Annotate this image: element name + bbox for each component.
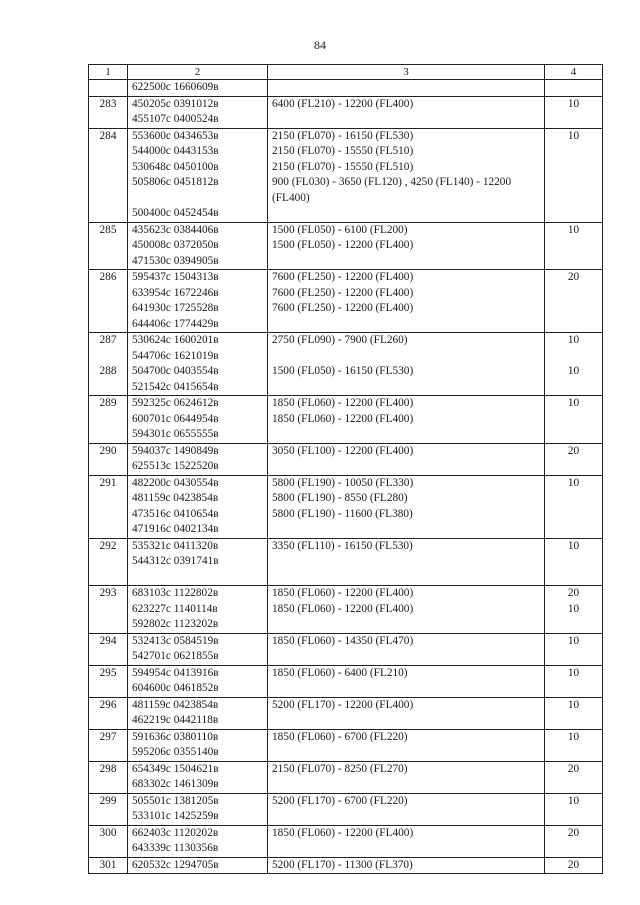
- row-number-cell: [89, 333, 128, 365]
- coordinates-cell: [128, 633, 268, 665]
- row-number-cell: [89, 793, 128, 825]
- levels-cell: [268, 333, 545, 365]
- category-cell: [545, 761, 603, 793]
- coordinate-line: 542701c 0621855в: [132, 650, 219, 662]
- row-number: 300: [99, 826, 117, 839]
- level-range-line: 2750 (FL090) - 7900 (FL260): [272, 334, 408, 346]
- levels-cell: [268, 697, 545, 729]
- row-number-cell: [89, 222, 128, 270]
- row-number: 293: [99, 587, 117, 599]
- row-number: 298: [99, 762, 117, 775]
- category-value: 10: [567, 397, 580, 409]
- table-row: [89, 475, 603, 538]
- category-value: 10: [567, 602, 580, 615]
- row-number-cell: [89, 364, 128, 396]
- row-number: 285: [99, 223, 117, 236]
- row-number: 301: [99, 858, 117, 871]
- row-number: 296: [99, 698, 117, 711]
- row-number: 292: [99, 539, 117, 552]
- column-header-3: 3: [268, 65, 545, 80]
- table-row: [89, 222, 603, 270]
- coordinate-line: 533101c 1425259в: [132, 810, 219, 822]
- coordinate-line: 473516c 0410654в: [132, 507, 219, 520]
- category-cell: [545, 364, 603, 396]
- table-row: [89, 825, 603, 857]
- level-range-line: 1850 (FL060) - 12200 (FL400): [272, 412, 414, 425]
- coordinate-line: 521542c 0415654в: [132, 380, 219, 393]
- category-cell: [545, 475, 603, 538]
- coordinate-line: 535321c 0411320в: [132, 539, 219, 552]
- coordinate-line: 623227c 1140114в: [132, 602, 218, 615]
- table-row: [89, 128, 603, 222]
- row-number: 295: [99, 666, 117, 679]
- coordinate-line: 450205c 0391012в: [132, 97, 219, 110]
- category-value: 10: [567, 223, 580, 236]
- row-number-cell: [89, 475, 128, 538]
- coordinate-line: 532413c 0584519в: [132, 634, 219, 647]
- row-number: 297: [99, 730, 117, 743]
- levels-cell: [268, 270, 545, 333]
- coordinates-cell: [128, 825, 268, 857]
- coordinate-line: 530648c 0450100в: [132, 160, 219, 173]
- category-value: 20: [567, 444, 580, 457]
- coordinates-cell: [128, 270, 268, 333]
- row-number-cell: [89, 857, 128, 874]
- levels-cell: [268, 96, 545, 128]
- category-cell: [545, 825, 603, 857]
- category-value: 10: [567, 334, 580, 346]
- coordinate-line: 591636c 0380110в: [132, 730, 219, 743]
- coordinate-line: 644406c 1774429в: [132, 317, 219, 330]
- coordinate-line: 594301c 0655555в: [132, 428, 219, 440]
- coordinate-line: 683302c 1461309в: [132, 778, 219, 790]
- coordinate-line: 505806c 0451812в: [132, 176, 219, 188]
- table-row: [89, 538, 603, 586]
- row-number: 289: [99, 397, 117, 409]
- table-row-continuation: [89, 80, 603, 97]
- coordinates-cell: [128, 396, 268, 444]
- category-cell: [545, 665, 603, 697]
- category-cell: [545, 633, 603, 665]
- row-number: 283: [99, 97, 117, 110]
- category-value: 10: [567, 97, 580, 110]
- category-cell: [545, 270, 603, 333]
- coordinate-line: 500400c 0452454в: [132, 207, 219, 219]
- level-range-line: 1500 (FL050) - 16150 (FL530): [272, 365, 414, 377]
- category-cell: [545, 396, 603, 444]
- row-number-cell: [89, 443, 128, 475]
- coordinate-line: 633954c 1672246в: [132, 286, 219, 299]
- coordinate-line: 600701c 0644954в: [132, 412, 219, 425]
- category-cell: [545, 697, 603, 729]
- levels-cell: [268, 586, 545, 634]
- level-range-line: 1850 (FL060) - 12200 (FL400): [272, 602, 414, 615]
- row-number-cell: [89, 825, 128, 857]
- coordinates-cell: [128, 538, 268, 586]
- airspace-table: [88, 64, 603, 874]
- coordinate-line: 625513c 1522520в: [132, 460, 219, 472]
- table-row: [89, 857, 603, 874]
- table-row: [89, 270, 603, 333]
- category-cell: [545, 333, 603, 365]
- coordinate-line: 592802c 1123202в: [132, 618, 219, 630]
- coordinate-line: 592325c 0624612в: [132, 397, 219, 409]
- level-range-line: 2150 (FL070) - 15550 (FL510): [272, 145, 414, 157]
- table-body: [89, 80, 603, 874]
- coordinate-line: 654349c 1504621в: [132, 762, 219, 775]
- table-row: [89, 396, 603, 444]
- levels-cell: [268, 729, 545, 761]
- coordinate-line: 471530c 0394905в: [132, 254, 219, 267]
- row-number-cell: [89, 270, 128, 333]
- level-range-line: 1500 (FL050) - 12200 (FL400): [272, 239, 414, 251]
- level-range-line: 1850 (FL060) - 14350 (FL470): [272, 634, 414, 647]
- row-number: 284: [99, 129, 117, 142]
- category-cell: [545, 128, 603, 222]
- coordinates-cell: [128, 128, 268, 222]
- level-range-line: 2150 (FL070) - 8250 (FL270): [272, 762, 408, 775]
- coordinate-line: 450008c 0372050в: [132, 239, 219, 251]
- coordinates-cell: [128, 222, 268, 270]
- coordinates-cell: [128, 857, 268, 874]
- coordinates-cell: [128, 80, 268, 97]
- category-value: 10: [567, 666, 580, 679]
- coordinate-line: 595437c 1504313в: [132, 271, 219, 283]
- coordinate-line: 530624c 1600201в: [132, 334, 219, 346]
- table-row: [89, 665, 603, 697]
- table-row: [89, 96, 603, 128]
- category-cell: [545, 586, 603, 634]
- level-range-line: 1850 (FL060) - 12200 (FL400): [272, 587, 414, 599]
- levels-cell: [268, 475, 545, 538]
- table-row: [89, 633, 603, 665]
- category-value: 10: [567, 365, 580, 377]
- levels-cell: [268, 364, 545, 396]
- column-header-1: 1: [89, 65, 128, 80]
- row-number: 290: [99, 444, 117, 457]
- levels-cell: [268, 396, 545, 444]
- coordinates-cell: [128, 586, 268, 634]
- level-range-line: 6400 (FL210) - 12200 (FL400): [272, 97, 414, 110]
- row-number: 287: [99, 334, 117, 346]
- category-value: 20: [567, 762, 580, 775]
- coordinate-line: 435623c 0384406в: [132, 223, 219, 236]
- coordinate-line: 471916c 0402134в: [132, 523, 219, 535]
- category-cell: [545, 538, 603, 586]
- levels-cell: [268, 825, 545, 857]
- row-number: 286: [99, 271, 117, 283]
- category-value: 10: [567, 539, 580, 552]
- level-range-line: 1500 (FL050) - 6100 (FL200): [272, 223, 408, 236]
- category-value: 20: [567, 587, 580, 599]
- level-range-line: 5800 (FL190) - 11600 (FL380): [272, 507, 413, 520]
- category-cell: [545, 222, 603, 270]
- table-header-row: [89, 65, 603, 80]
- category-value: 10: [567, 129, 580, 142]
- coordinates-cell: [128, 333, 268, 365]
- level-range-line: 7600 (FL250) - 12200 (FL400): [272, 302, 414, 314]
- level-range-line: 7600 (FL250) - 12200 (FL400): [272, 271, 414, 283]
- coordinates-cell: [128, 443, 268, 475]
- coordinate-line: 544312c 0391741в: [132, 555, 219, 567]
- level-range-line: 3050 (FL100) - 12200 (FL400): [272, 444, 414, 457]
- coordinates-cell: [128, 475, 268, 538]
- category-cell: [545, 80, 603, 97]
- levels-cell: [268, 761, 545, 793]
- table-row: [89, 793, 603, 825]
- row-number-cell: [89, 633, 128, 665]
- row-number-cell: [89, 96, 128, 128]
- column-header-4: 4: [545, 65, 603, 80]
- row-number: 299: [99, 794, 117, 807]
- table-row: [89, 364, 603, 396]
- level-range-line: 5800 (FL190) - 10050 (FL330): [272, 476, 414, 489]
- coordinate-line: [132, 191, 267, 207]
- coordinate-line: 553600c 0434653в: [132, 129, 219, 142]
- coordinate-line: 662403c 1120202в: [132, 826, 219, 839]
- level-range-line: 7600 (FL250) - 12200 (FL400): [272, 286, 414, 299]
- coordinate-line: 481159c 0423854в: [132, 698, 219, 711]
- coordinate-line: 594037c 1490849в: [132, 444, 219, 457]
- level-range-line: 5200 (FL170) - 6700 (FL220): [272, 794, 408, 807]
- coordinate-line: 482200c 0430554в: [132, 476, 219, 489]
- coordinates-cell: [128, 697, 268, 729]
- coordinate-line: 604600c 0461852в: [132, 682, 219, 694]
- category-cell: [545, 96, 603, 128]
- row-number-cell: [89, 538, 128, 586]
- row-number: 291: [99, 476, 117, 489]
- row-number-cell: [89, 729, 128, 761]
- levels-cell: [268, 857, 545, 874]
- coordinate-line: 595206c 0355140в: [132, 746, 219, 758]
- coordinate-line: [132, 570, 267, 586]
- coordinate-line: 504700c 0403554в: [132, 365, 219, 377]
- level-range-line: 3350 (FL110) - 16150 (FL530): [272, 539, 413, 552]
- category-value: 10: [567, 730, 580, 743]
- category-value: 20: [567, 858, 580, 871]
- coordinates-cell: [128, 665, 268, 697]
- row-number-cell: [89, 665, 128, 697]
- coordinate-line: 641930c 1725528в: [132, 302, 219, 314]
- level-range-line: 1850 (FL060) - 12200 (FL400): [272, 397, 414, 409]
- category-cell: [545, 443, 603, 475]
- coordinate-line: 620532c 1294705в: [132, 858, 219, 871]
- levels-cell: [268, 222, 545, 270]
- levels-cell: [268, 793, 545, 825]
- levels-cell: [268, 538, 545, 586]
- level-range-line: 1850 (FL060) - 6700 (FL220): [272, 730, 408, 743]
- coordinates-cell: [128, 364, 268, 396]
- coordinates-cell: [128, 793, 268, 825]
- levels-cell: [268, 443, 545, 475]
- coordinate-line: 544000c 0443153в: [132, 145, 219, 157]
- level-range-line: 1850 (FL060) - 6400 (FL210): [272, 666, 408, 679]
- column-header-2: 2: [128, 65, 268, 80]
- level-range-line: 5800 (FL190) - 8550 (FL280): [272, 492, 408, 504]
- row-number-cell: [89, 80, 128, 97]
- coordinate-line: 505501c 1381205в: [132, 794, 219, 807]
- table-row: [89, 761, 603, 793]
- category-value: 10: [567, 698, 580, 711]
- coordinate-line: 455107c 0400524в: [132, 113, 219, 125]
- coordinates-cell: [128, 96, 268, 128]
- table-row: [89, 586, 603, 634]
- coordinate-line: 544706c 1621019в: [132, 349, 219, 362]
- coordinate-line: 594954c 0413916в: [132, 666, 219, 679]
- level-range-line: 2150 (FL070) - 16150 (FL530): [272, 129, 414, 142]
- levels-cell: [268, 665, 545, 697]
- coordinates-cell: [128, 761, 268, 793]
- level-range-line: 2150 (FL070) - 15550 (FL510): [272, 160, 414, 173]
- category-value: 10: [567, 794, 580, 807]
- row-number: 288: [99, 365, 117, 377]
- level-range-line: 5200 (FL170) - 12200 (FL400): [272, 698, 414, 711]
- table-row: [89, 729, 603, 761]
- level-range-line: 5200 (FL170) - 11300 (FL370): [272, 858, 413, 871]
- row-number: 294: [99, 634, 117, 647]
- coordinate-line: 462219c 0442118в: [132, 714, 219, 726]
- level-range-line: 900 (FL030) - 3650 (FL120) , 4250 (FL140) - 12200 (FL400): [272, 176, 512, 204]
- coordinates-cell: [128, 729, 268, 761]
- row-number-cell: [89, 697, 128, 729]
- row-number-cell: [89, 396, 128, 444]
- category-value: 10: [567, 634, 580, 647]
- coordinate-line: 481159c 0423854в: [132, 492, 219, 504]
- category-cell: [545, 857, 603, 874]
- row-number-cell: [89, 586, 128, 634]
- coordinate-line: 622500c 1660609в: [132, 81, 219, 93]
- row-number-cell: [89, 761, 128, 793]
- category-cell: [545, 729, 603, 761]
- category-cell: [545, 793, 603, 825]
- coordinate-line: 683103c 1122802в: [132, 587, 219, 599]
- table-row: [89, 443, 603, 475]
- category-value: 10: [567, 476, 580, 489]
- level-range-line: 1850 (FL060) - 12200 (FL400): [272, 826, 414, 839]
- category-value: 20: [567, 826, 580, 839]
- levels-cell: [268, 128, 545, 222]
- coordinate-line: 643339c 1130356в: [132, 842, 219, 854]
- page-number: 84: [314, 38, 326, 52]
- table-row: [89, 333, 603, 365]
- levels-cell: [268, 80, 545, 97]
- levels-cell: [268, 633, 545, 665]
- table-row: [89, 697, 603, 729]
- category-value: 20: [567, 271, 580, 283]
- row-number-cell: [89, 128, 128, 222]
